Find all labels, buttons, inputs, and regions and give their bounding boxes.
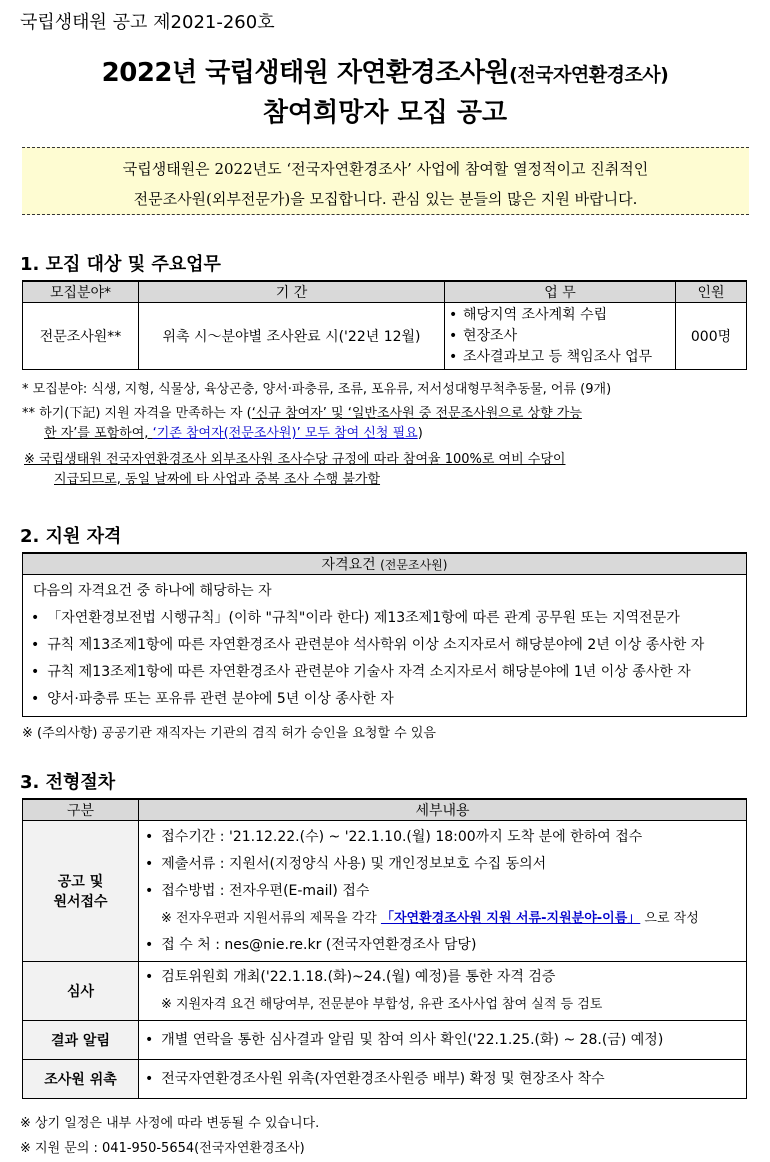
subnote-suffix: 으로 작성 [640, 910, 699, 926]
qualification-item: • 규칙 제13조제1항에 따른 자연환경조사 관련분야 석사학위 이상 소지자로서 해당분야에 2년 이상 종사한 자 [33, 632, 736, 659]
header-count: 인원 [676, 281, 747, 303]
procedure-table [22, 798, 747, 1099]
note3-line-2: 지급되므로, 동일 날짜에 타 사업과 중복 조사 수행 불가함 [54, 472, 381, 487]
intro-box [22, 147, 749, 215]
note3-line-1: ※ 국립생태원 전국자연환경조사 외부조사원 조사수당 규정에 따라 참여율 100%로 여비 수당이 [24, 452, 566, 467]
qualification-header-main: 자격요건 [321, 557, 376, 573]
note2-prefix: ** 하기(下記) 지원 자격을 만족하는 자 ( [22, 406, 252, 421]
application-item: • 접수방법 : 전자우편(E-mail) 접수 [147, 878, 738, 905]
label-appointment: 조사원 위촉 [23, 1060, 139, 1099]
duty-item: • 현장조사 [463, 326, 675, 347]
title-line-1 [0, 52, 770, 89]
note-fields: * 모집분야: 식생, 지형, 식물상, 육상곤충, 양서·파충류, 조류, 포유류, 저서성대형무척추동물, 어류 (9개) [22, 382, 612, 397]
title-main: 2022년 국립생태원 자연환경조사원 [101, 58, 510, 88]
review-item: • 검토위원회 개최('22.1.18.(화)~24.(월) 예정)를 통한 자격 검증 [147, 964, 738, 991]
note-qualification [22, 404, 752, 444]
cell-period: 위촉 시～분야별 조사완료 시('22년 12월) [139, 303, 445, 370]
title-paren: (전국자연환경조사) [509, 64, 669, 86]
note-allowance [24, 450, 754, 490]
section-3-heading: 3. 전형절차 [20, 772, 116, 793]
label-result: 결과 알림 [23, 1021, 139, 1060]
application-item: • 접수기간 : '21.12.22.(수) ~ '22.1.10.(월) 18:00까지 도착 분에 한하여 접수 [147, 824, 738, 851]
result-item: • 개별 연락을 통한 심사결과 알림 및 참여 의사 확인('22.1.25.(화) ~ 28.(금) 예정) [147, 1027, 738, 1054]
cell-duties [445, 303, 676, 370]
footer-note-contact: ※ 지원 문의 : 041-950-5654(전국자연환경조사) [20, 1141, 305, 1156]
recruitment-table [22, 280, 747, 370]
qualification-header-sub: (전문조사원) [380, 558, 448, 572]
duty-item: • 해당지역 조사계획 수립 [463, 305, 675, 326]
subnote-prefix: ※ 전자우편과 지원서류의 제목을 각각 [161, 910, 381, 926]
content-review [139, 962, 747, 1021]
qualification-item: • 규칙 제13조제1항에 따른 자연환경조사 관련분야 기술사 자격 소지자로서 해당분야에 1년 이상 종사한 자 [33, 659, 736, 686]
header-details: 세부내용 [139, 799, 747, 821]
intro-line-2: 전문조사원(외부전문가)을 모집합니다. 관심 있는 분들의 많은 지원 바랍니다. [133, 190, 638, 208]
qualification-table [22, 552, 747, 717]
qualification-item: • 양서·파충류 또는 포유류 관련 분야에 5년 이상 종사한 자 [33, 686, 736, 713]
label-review: 심사 [23, 962, 139, 1021]
qualification-intro: 다음의 자격요건 중 하나에 해당하는 자 [33, 583, 272, 599]
cell-field: 전문조사원** [23, 303, 139, 370]
label-application [23, 821, 139, 962]
section-1-heading: 1. 모집 대상 및 주요업무 [20, 254, 221, 275]
document-number: 국립생태원 공고 제2021-260호 [20, 12, 275, 33]
section-2-heading: 2. 지원 자격 [20, 526, 122, 547]
label-application-line-2: 원서접수 [53, 894, 108, 910]
duty-item: • 조사결과보고 등 책임조사 업무 [463, 347, 675, 368]
header-field: 모집분야* [23, 281, 139, 303]
subnote-title-format: 「자연환경조사원 지원 서류-지원분야-이름」 [380, 910, 641, 926]
header-period: 기 간 [139, 281, 445, 303]
appointment-item: • 전국자연환경조사원 위촉(자연환경조사원증 배부) 확정 및 현장조사 착수 [147, 1066, 738, 1093]
content-application [139, 821, 747, 962]
note2-underline-2: 한 자’를 포함하여, [44, 426, 153, 441]
application-item: • 제출서류 : 지원서(지정양식 사용) 및 개인정보보호 수집 동의서 [147, 851, 738, 878]
cell-count: 000명 [676, 303, 747, 370]
header-category: 구분 [23, 799, 139, 821]
note2-underline-1: ‘신규 참여자’ 및 ‘일반조사원 중 전문조사원으로 상향 가능 [251, 406, 582, 421]
application-contact: • 접 수 처 : nes@nie.re.kr (전국자연환경조사 담당) [147, 932, 738, 959]
footer-note-schedule: ※ 상기 일정은 내부 사정에 따라 변동될 수 있습니다. [20, 1116, 320, 1131]
note2-blue-text: ‘기존 참여자(전문조사원)’ 모두 참여 신청 필요 [152, 426, 418, 441]
header-duties: 업 무 [445, 281, 676, 303]
note2-end: ) [417, 426, 423, 441]
content-appointment [139, 1060, 747, 1099]
label-application-line-1: 공고 및 [57, 874, 104, 890]
content-result [139, 1021, 747, 1060]
application-subnote [147, 905, 738, 932]
title-line-2: 참여희망자 모집 공고 [262, 98, 508, 128]
note-caution: ※ (주의사항) 공공기관 재직자는 기관의 겸직 허가 승인을 요청할 수 있음 [22, 726, 436, 741]
intro-line-1: 국립생태원은 2022년도 ‘전국자연환경조사’ 사업에 참여할 열정적이고 진취적인 [122, 160, 649, 178]
qualification-body [23, 575, 747, 717]
qualification-header [23, 553, 747, 575]
qualification-item: • 「자연환경보전법 시행규칙」(이하 "규칙"이라 한다) 제13조제1항에 따른 관계 공무원 또는 지역전문가 [33, 605, 736, 632]
review-subnote: ※ 지원자격 요건 해당여부, 전문분야 부합성, 유관 조사사업 참여 실적 등 검토 [161, 997, 603, 1012]
